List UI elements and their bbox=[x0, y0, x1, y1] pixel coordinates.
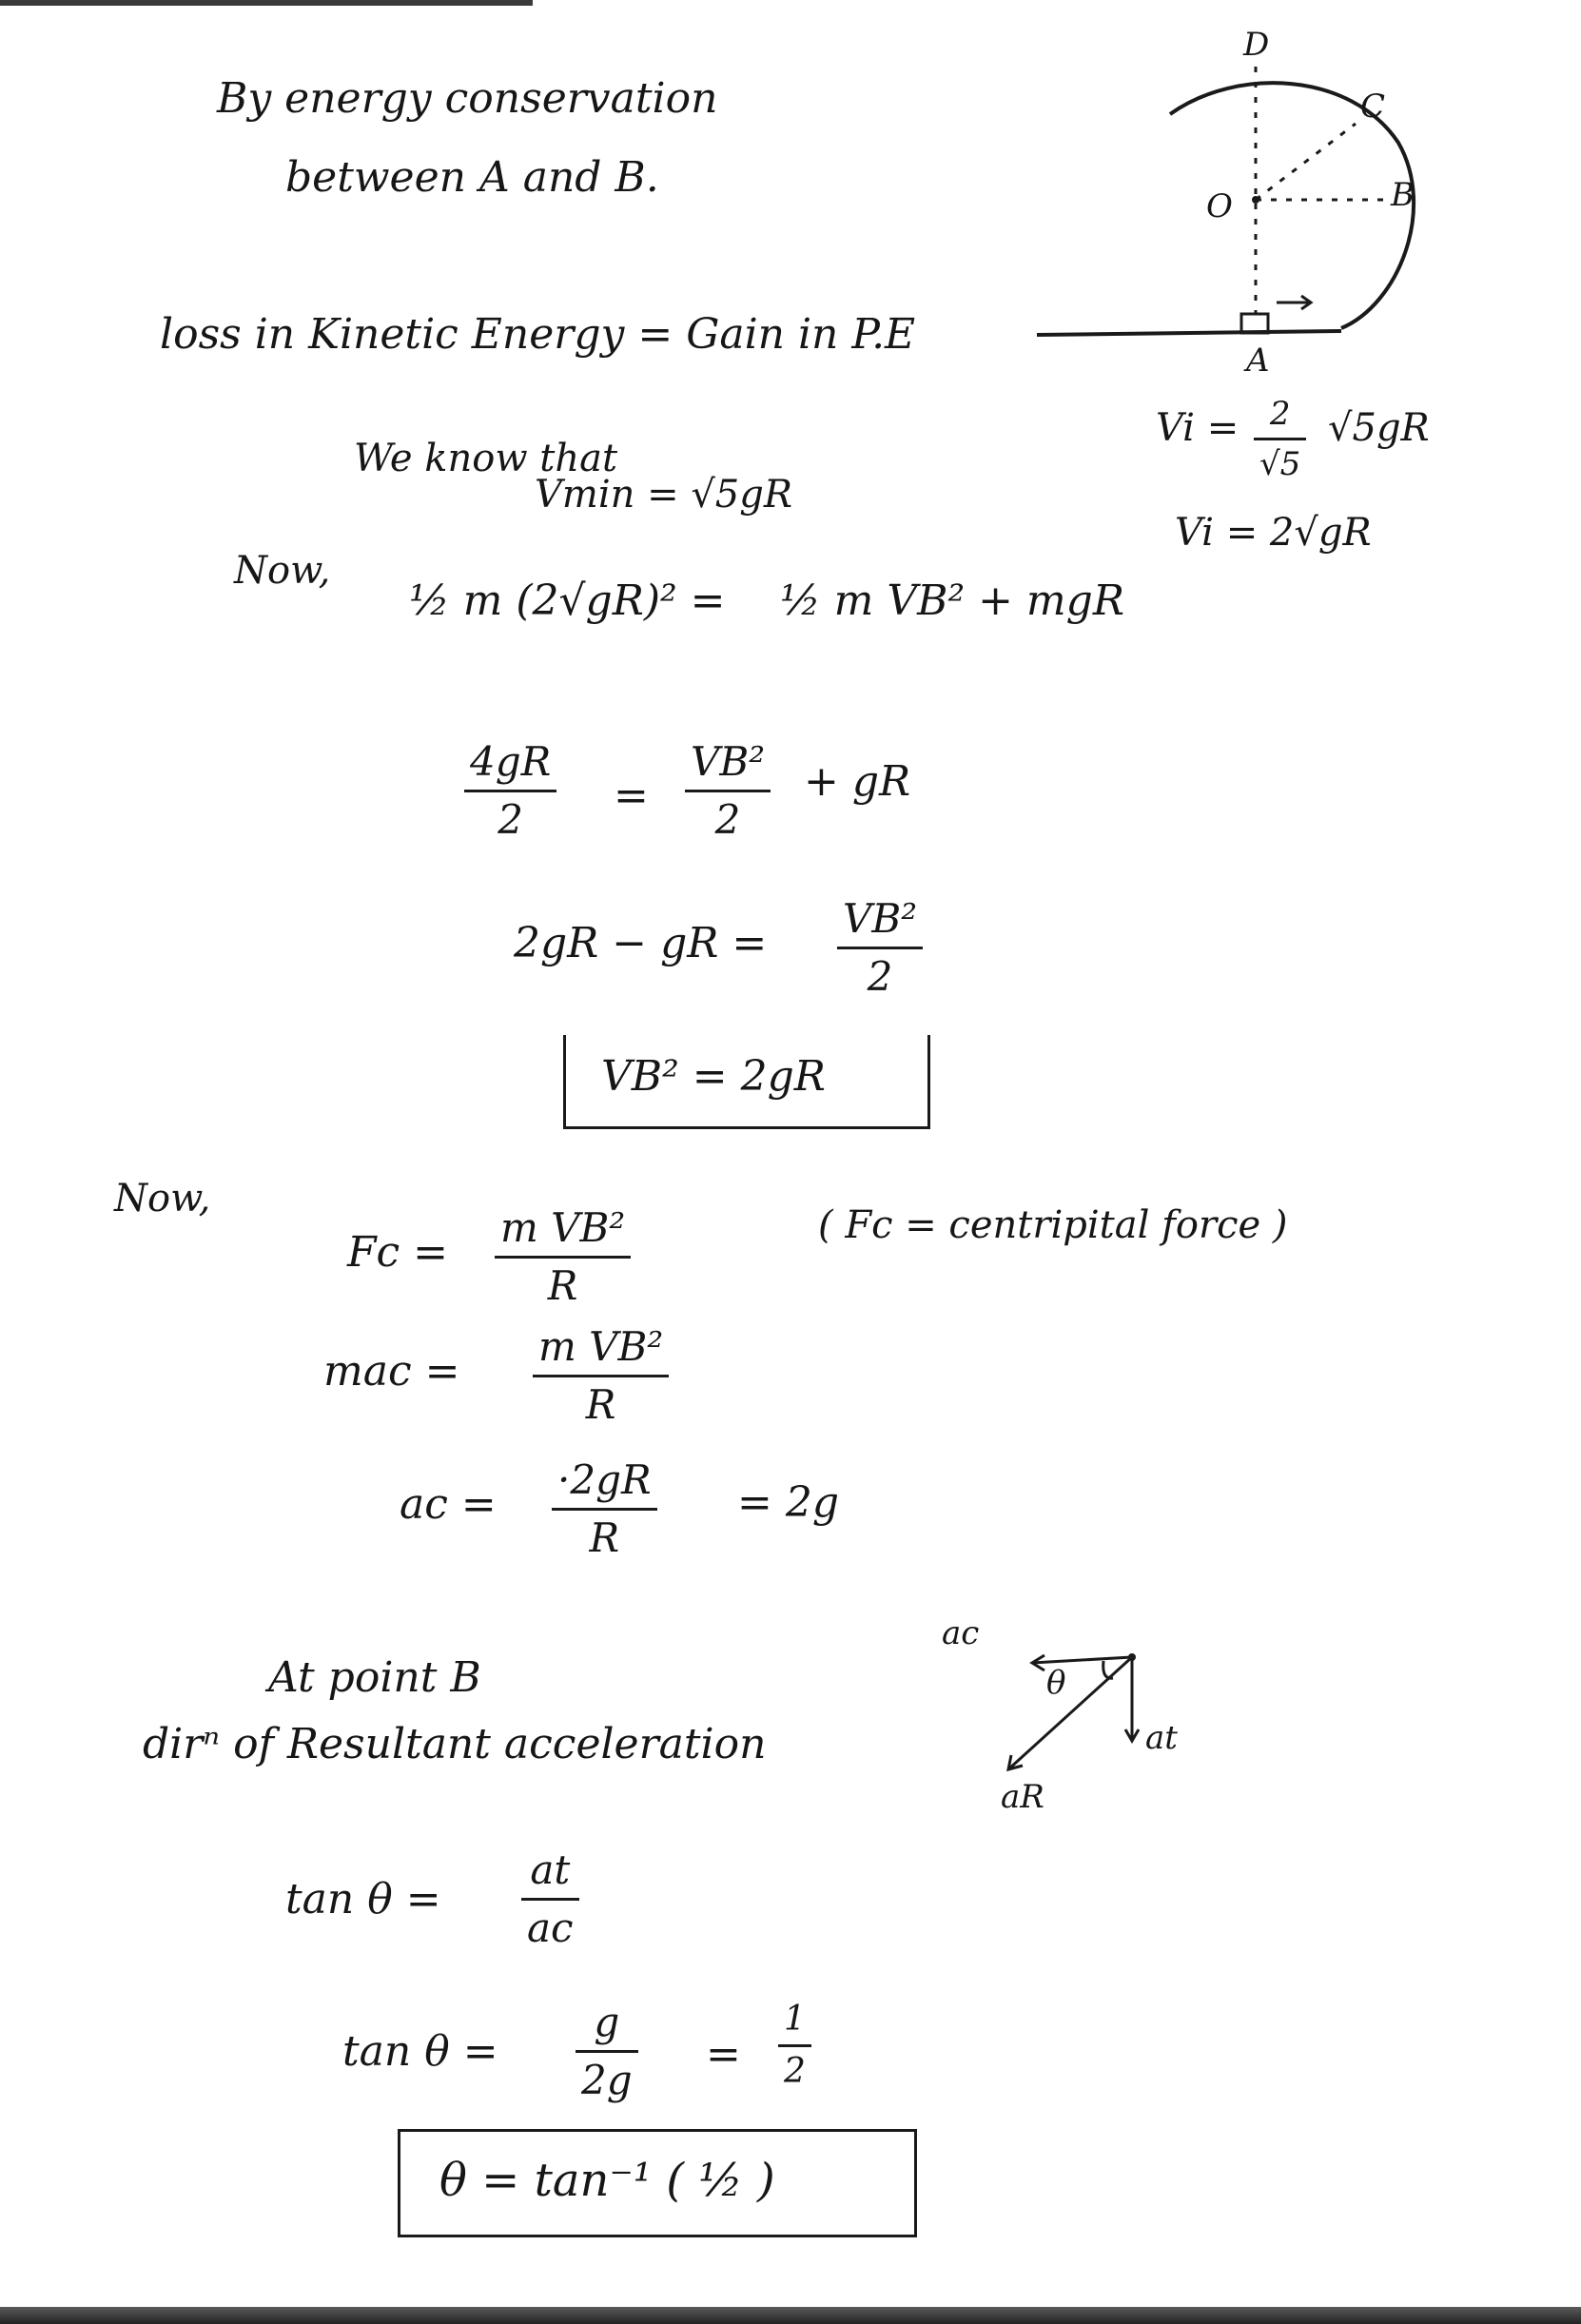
loop-track-diagram bbox=[1027, 26, 1503, 390]
vector-label-theta: θ bbox=[1046, 1664, 1066, 1702]
mac-label: mac = bbox=[323, 1347, 460, 1396]
energy-eq-right: ½ m VB² + mgR bbox=[780, 576, 1124, 625]
label-d: D bbox=[1243, 26, 1270, 64]
page-top-edge-shadow bbox=[0, 0, 533, 6]
loss-ke-gain-pe: loss in Kinetic Energy = Gain in P.E bbox=[160, 310, 916, 359]
tan-theta-fraction-2: g 2g bbox=[576, 2002, 638, 2100]
ac-result: = 2g bbox=[737, 1478, 840, 1527]
page-bottom-edge-shadow bbox=[0, 2307, 1581, 2324]
label-b: B bbox=[1391, 176, 1415, 214]
tan-theta-fraction-3: 1 2 bbox=[778, 2002, 811, 2089]
eq2-equals: = bbox=[614, 771, 649, 820]
tan-theta-equals-2: = bbox=[706, 2030, 741, 2079]
dir-resultant-acceleration: dirⁿ of Resultant acceleration bbox=[143, 1720, 767, 1768]
heading-energy-conservation: By energy conservation bbox=[217, 74, 718, 123]
energy-eq-left: ½ m (2√gR)² = bbox=[409, 576, 726, 625]
at-point-b: At point B bbox=[268, 1653, 481, 1702]
eq2-plus-gr: + gR bbox=[804, 757, 911, 806]
tan-theta-label-1: tan θ = bbox=[285, 1875, 441, 1924]
label-c: C bbox=[1360, 88, 1386, 126]
fc-fraction: m VB² R bbox=[495, 1208, 631, 1306]
ac-vector bbox=[1032, 1657, 1132, 1663]
eq2-left-fraction: 4gR 2 bbox=[464, 742, 556, 840]
ar-vector bbox=[1008, 1657, 1132, 1769]
now-label-1: Now, bbox=[234, 549, 331, 593]
mac-fraction: m VB² R bbox=[533, 1327, 669, 1425]
center-point-o bbox=[1252, 196, 1259, 204]
eq3-fraction: VB² 2 bbox=[837, 899, 923, 997]
block-at-a bbox=[1241, 314, 1268, 333]
tan-theta-fraction-1: at ac bbox=[521, 1850, 579, 1948]
vi-suffix: √5gR bbox=[1328, 406, 1430, 450]
vi-simplified: Vi = 2√gR bbox=[1175, 511, 1372, 555]
eq3-left: 2gR − gR = bbox=[514, 919, 768, 967]
vector-label-ac: ac bbox=[942, 1614, 980, 1652]
ac-fraction: ·2gR R bbox=[552, 1460, 657, 1558]
vmin-expression: Vmin = √5gR bbox=[535, 473, 792, 517]
boxed-result-vb-text: VB² = 2gR bbox=[601, 1052, 826, 1101]
tan-theta-label-2: tan θ = bbox=[342, 2027, 498, 2076]
vi-prefix: Vi = bbox=[1156, 406, 1239, 450]
vi-fraction: 2 √5 bbox=[1254, 398, 1306, 480]
label-a: A bbox=[1246, 342, 1270, 380]
now-label-2: Now, bbox=[114, 1177, 211, 1221]
ac-label: ac = bbox=[400, 1480, 497, 1529]
label-o: O bbox=[1206, 187, 1233, 225]
vector-label-at: at bbox=[1145, 1719, 1178, 1757]
boxed-final-result-text: θ = tan⁻¹ ( ½ ) bbox=[439, 2154, 775, 2207]
ground-line bbox=[1037, 331, 1341, 335]
heading-between-a-and-b: between A and B. bbox=[285, 153, 659, 202]
vector-label-ar: aR bbox=[1001, 1778, 1044, 1816]
eq2-right-fraction: VB² 2 bbox=[685, 742, 771, 840]
fc-note: ( Fc = centripital force ) bbox=[818, 1203, 1288, 1247]
we-know-that: We know that bbox=[354, 437, 618, 480]
radius-oc-dotted bbox=[1256, 124, 1356, 200]
fc-label: Fc = bbox=[347, 1228, 449, 1277]
